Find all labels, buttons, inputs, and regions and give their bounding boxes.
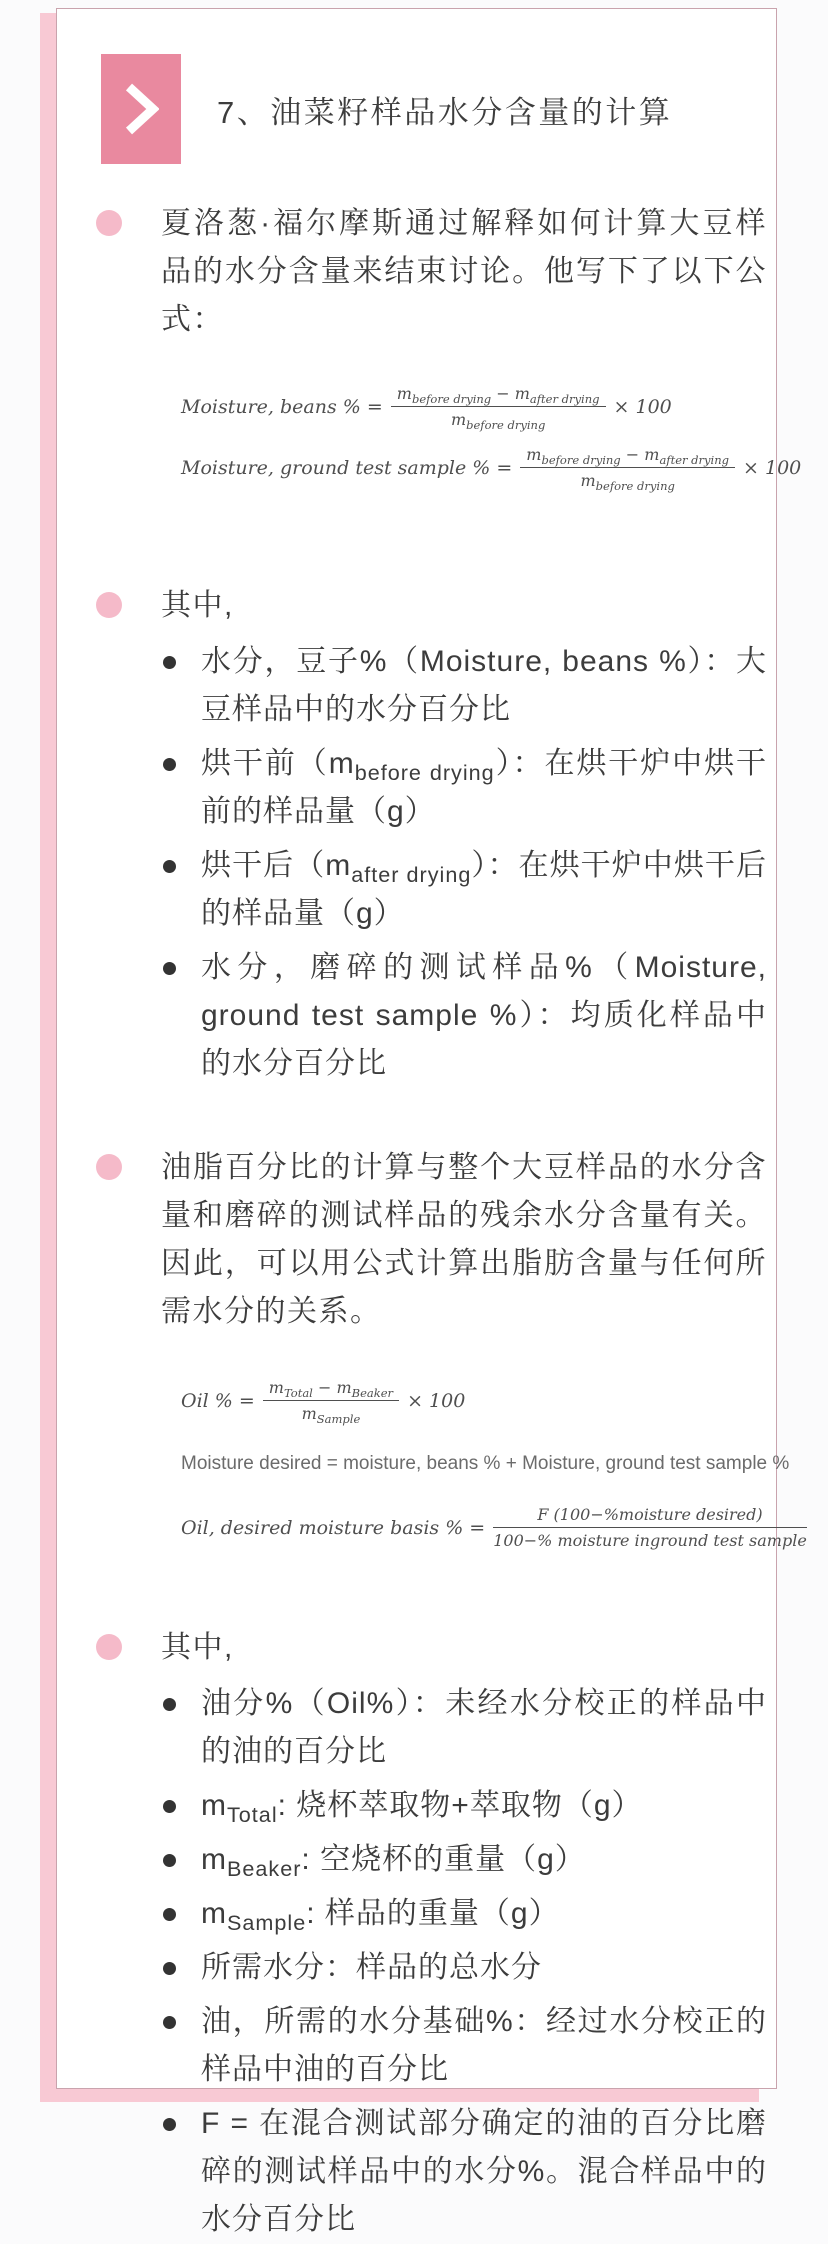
formula-lhs: Moisture, beans % = xyxy=(181,395,383,418)
list-item: 油，所需的水分基础%：经过水分校正的样品中油的百分比 xyxy=(161,1998,767,2094)
definition-list-2 xyxy=(161,1680,767,2244)
fraction-denominator: $m_{before drying}$ xyxy=(580,471,675,494)
formula-moisture-ground xyxy=(181,445,802,494)
list-item: 所需水分：样品的总水分 xyxy=(161,1944,767,1992)
list-item: 水分，磨碎的测试样品%（Moisture, ground test sample %）：均质化样品中的水分百分比 xyxy=(161,944,767,1088)
section-bullet-icon xyxy=(96,1634,122,1660)
formula-fraction xyxy=(520,445,735,494)
intro-section xyxy=(57,200,776,344)
list-item: 油分%（Oil%）：未经水分校正的样品中的油的百分比 xyxy=(161,1680,767,1776)
formula-lhs: Oil, desired moisture basis % = xyxy=(181,1516,486,1539)
intro-paragraph: 夏洛葱·福尔摩斯通过解释如何计算大豆样品的水分含量来结束讨论。他写下了以下公式： xyxy=(161,207,767,336)
formula-rhs: × 100 xyxy=(407,1389,466,1412)
list-item: 烘干前$(m_{before drying})$：在烘干炉中烘干前的样品量（g） xyxy=(161,740,767,836)
formula-fraction xyxy=(391,384,606,433)
where-label: 其中, xyxy=(161,589,234,622)
fraction-numerator: $m_{before drying} - m_{after drying}$ xyxy=(391,384,606,407)
section-bullet-icon xyxy=(96,210,122,236)
section-bullet-icon xyxy=(96,592,122,618)
formula-rhs: × 100 xyxy=(743,456,802,479)
list-item: 水分，豆子%（Moisture, beans %）：大豆样品中的水分百分比 xyxy=(161,638,767,734)
chevron-right-icon xyxy=(101,54,181,164)
definition-list-1 xyxy=(161,638,767,1088)
formula-rhs: × 100 xyxy=(613,395,672,418)
formula-oil-desired xyxy=(181,1505,807,1550)
list-item: $m_{Sample}$: 样品的重量（g） xyxy=(161,1890,767,1938)
fraction-denominator: $m_{before drying}$ xyxy=(450,410,546,433)
article-card xyxy=(56,8,807,2236)
formula-block-moisture xyxy=(181,384,802,494)
fraction-numerator: F (100−%moisture desired) xyxy=(493,1505,807,1528)
list-item: $m_{Total}$: 烧杯萃取物+萃取物（g） xyxy=(161,1782,767,1830)
formula-fraction xyxy=(493,1505,807,1550)
formula-moisture-beans xyxy=(181,384,756,433)
formula-lhs: Oil % = xyxy=(181,1389,255,1412)
where-section-1 xyxy=(57,582,776,1088)
formula-block-oil xyxy=(181,1378,807,1550)
formula-fraction xyxy=(263,1378,399,1427)
fraction-denominator: 100−% moisture inground test sample xyxy=(493,1531,807,1550)
section-header xyxy=(101,54,776,164)
chevron-right-glyph xyxy=(123,81,159,137)
where-label: 其中, xyxy=(161,1631,234,1664)
page-title: 7、油菜籽样品水分含量的计算 xyxy=(217,94,673,130)
where-section-2 xyxy=(57,1624,776,2244)
oil-explanation-paragraph: 油脂百分比的计算与整个大豆样品的水分含量和磨碎的测试样品的残余水分含量有关。因此，可以用公式计算出脂肪含量与任何所需水分的关系。 xyxy=(161,1151,767,1328)
formula-moisture-desired: Moisture desired = moisture, beans % + Moisture, ground test sample % xyxy=(181,1453,790,1474)
formula-lhs: Moisture, ground test sample % = xyxy=(181,456,513,479)
formula-oil xyxy=(181,1378,756,1427)
section-bullet-icon xyxy=(96,1154,122,1180)
list-item: F = 在混合测试部分确定的油的百分比磨碎的测试样品中的水分%。混合样品中的水分百分比 xyxy=(161,2100,767,2244)
list-item: 烘干后$(m_{after drying})$：在烘干炉中烘干后的样品量（g） xyxy=(161,842,767,938)
fraction-numerator: $m_{before drying} - m_{after drying}$ xyxy=(520,445,735,468)
fraction-denominator: $m_{Sample}$ xyxy=(301,1404,361,1427)
fraction-numerator: $m_{Total} - m_{Beaker}$ xyxy=(263,1378,399,1401)
oil-explanation-section xyxy=(57,1144,776,1336)
list-item: $m_{Beaker}$: 空烧杯的重量（g） xyxy=(161,1836,767,1884)
